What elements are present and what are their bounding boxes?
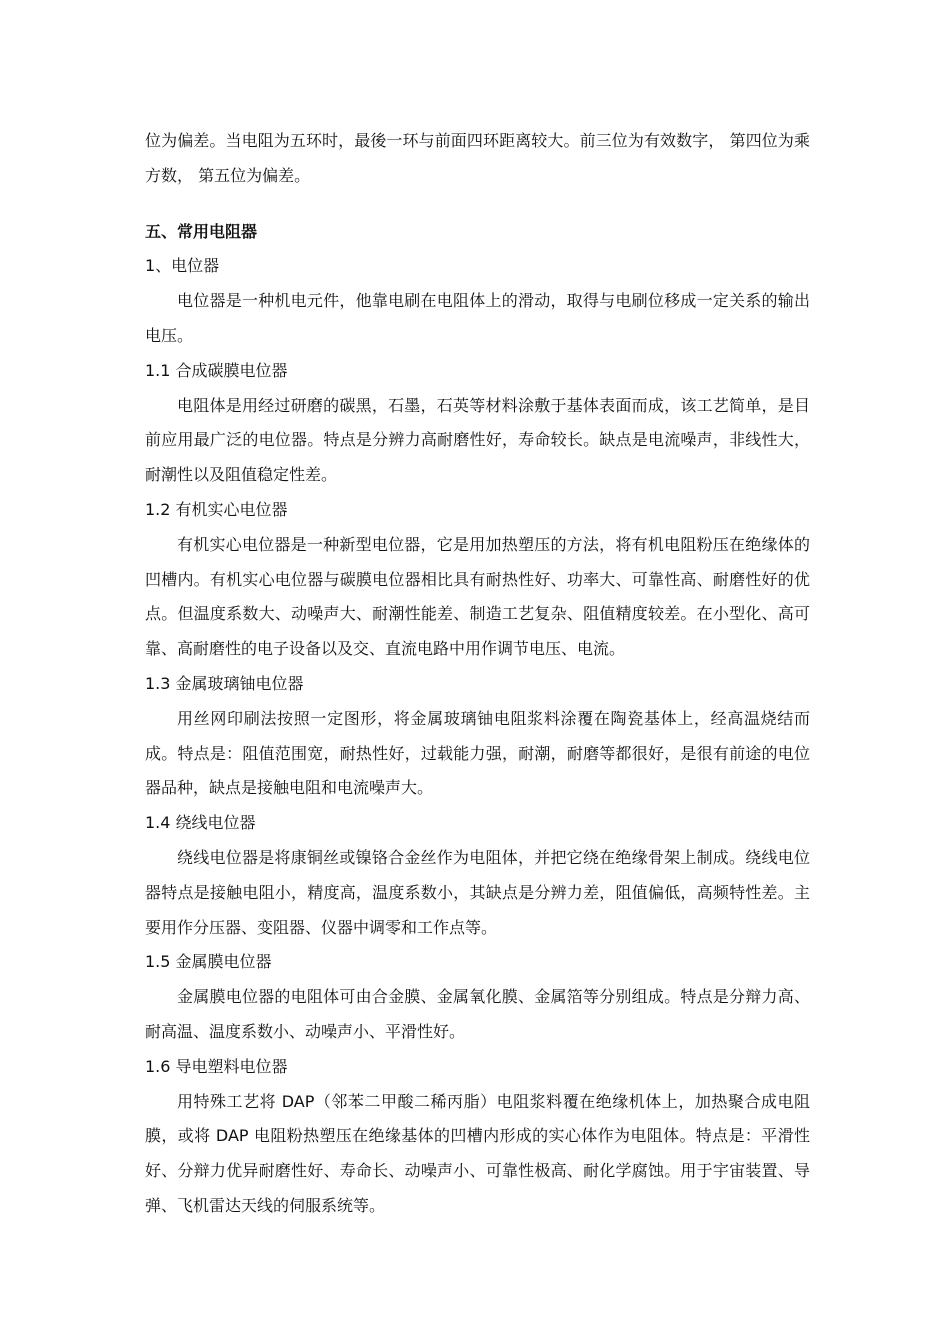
subsection-heading: 1、电位器: [145, 256, 220, 276]
item-heading-1-3: 1.3 金属玻璃铀电位器: [145, 673, 304, 693]
item-heading-1-5: 1.5 金属膜电位器: [145, 952, 272, 972]
item-body-1-5: 金属膜电位器的电阻体可由合金膜、金属氧化膜、金属箔等分别组成。特点是分辩力高、耐高温、温度系数小、动噪声小、平滑性好。: [145, 987, 810, 1041]
item-heading-1-1: 1.1 合成碳膜电位器: [145, 360, 288, 380]
item-heading-1-4: 1.4 绕线电位器: [145, 813, 256, 833]
document-body: [145, 124, 810, 1224]
section-heading: 五、常用电阻器: [145, 221, 258, 241]
item-body-1-3: 用丝网印刷法按照一定图形，将金属玻璃铀电阻浆料涂覆在陶瓷基体上，经高温烧结而成。特点是：阻值范围宽，耐热性好，过载能力强，耐潮，耐磨等都很好，是很有前途的电位器品种，缺点是接触电阻和电流噪声大。: [145, 708, 810, 798]
item-body-1-2: 有机实心电位器是一种新型电位器，它是用加热塑压的方法，将有机电阻粉压在绝缘体的凹槽内。有机实心电位器与碳膜电位器相比具有耐热性好、功率大、可靠性高、耐磨性好的优点。但温度系数大、动噪声大、耐潮性能差、制造工艺复杂、阻值精度较差。在小型化、高可靠、高耐磨性的电子设备以及交、直流电路中用作调节电压、电流。: [145, 534, 810, 659]
item-heading-1-2: 1.2 有机实心电位器: [145, 499, 288, 519]
subsection-intro: 电位器是一种机电元件，他靠电刷在电阻体上的滑动，取得与电刷位移成一定关系的输出电压。: [145, 291, 810, 345]
item-body-1-6: 用特殊工艺将 DAP（邻苯二甲酸二稀丙脂）电阻浆料覆在绝缘机体上，加热聚合成电阻膜，或将 DAP 电阻粉热塑压在绝缘基体的凹槽内形成的实心体作为电阻体。特点是：平滑性好、分辩力优异耐磨性好、寿命长、动噪声小、可靠性极高、耐化学腐蚀。用于宇宙装置、导弹、飞机雷达天线的伺服系统等。: [145, 1091, 810, 1215]
item-body-1-4: 绕线电位器是将康铜丝或镍铬合金丝作为电阻体，并把它绕在绝缘骨架上制成。绕线电位器特点是接触电阻小，精度高，温度系数小，其缺点是分辨力差，阻值偏低，高频特性差。主要用作分压器、变阻器、仪器中调零和工作点等。: [145, 847, 810, 937]
item-body-1-1: 电阻体是用经过研磨的碳黑，石墨，石英等材料涂敷于基体表面而成，该工艺简单，是目前应用最广泛的电位器。特点是分辨力高耐磨性好，寿命较长。缺点是电流噪声，非线性大， 耐潮性以及阻值稳定性差。: [145, 395, 810, 485]
item-heading-1-6: 1.6 导电塑料电位器: [145, 1056, 288, 1076]
section-gap: [145, 194, 810, 215]
intro-paragraph: 位为偏差。当电阻为五环时，最後一环与前面四环距离较大。前三位为有效数字， 第四位为乘方数， 第五位为偏差。: [145, 131, 810, 185]
